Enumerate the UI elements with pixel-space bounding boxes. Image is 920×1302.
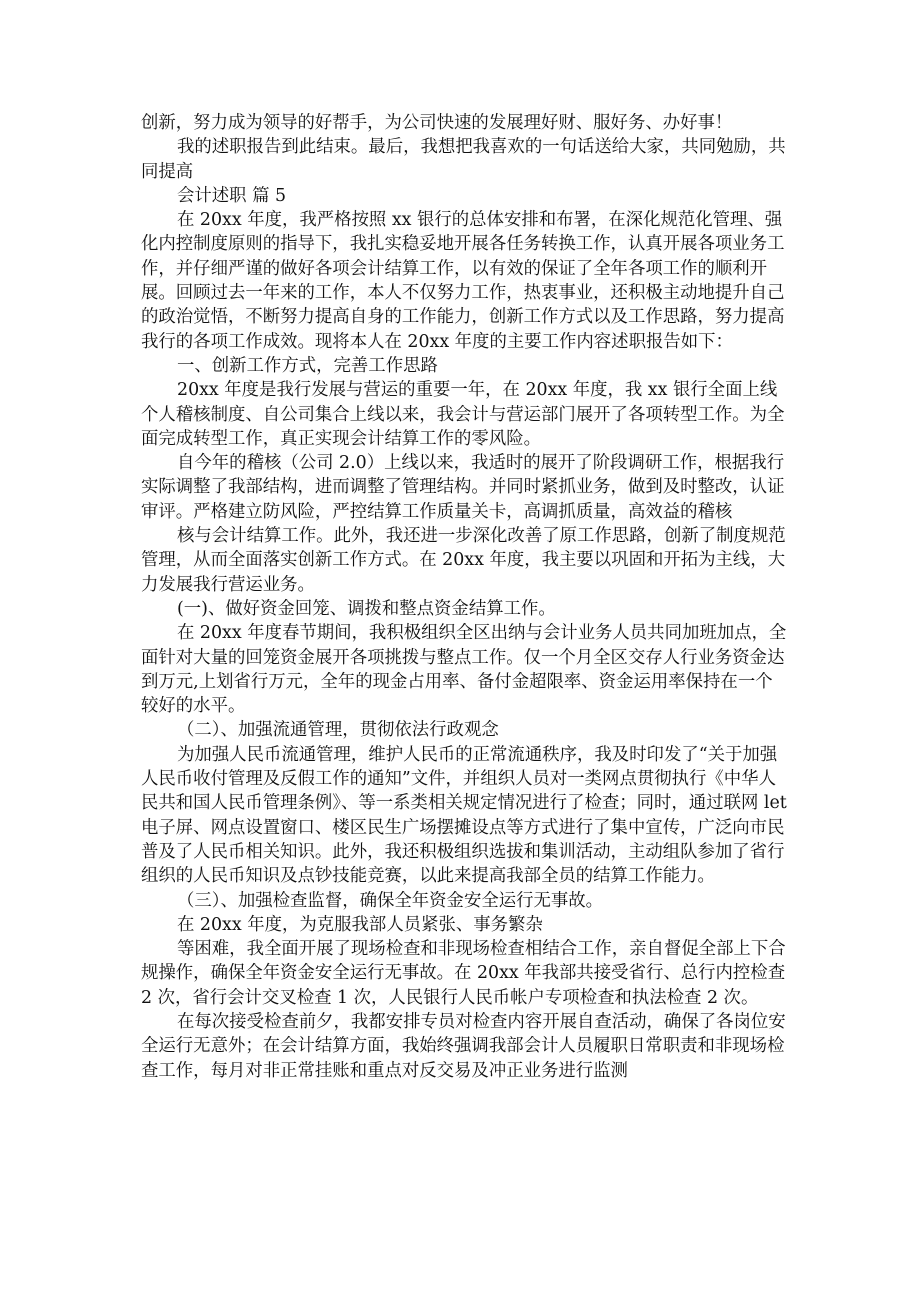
subheading-1: (一)、做好资金回笼、调拨和整点资金结算工作。 [177, 598, 556, 619]
paragraph-7: 在 20xx 年度春节期间，我积极组织全区出纳与会计业务人员共同加班加点，全面针对大量的回笼资金展开各项挑拨与整点工作。仅一个月全区交存人行业务资金达到万元,上划省行万元，全年的现金占用率、备付金超限率、资金运用率保持在一个较好的水平。 [141, 623, 787, 717]
paragraph-11: 在每次接受检查前夕，我都安排专员对检查内容开展自查活动，确保了各岗位安全运行无意外；在会计结算方面，我始终强调我部会计人员履职日常职责和非现场检查工作，每月对非正常挂账和重点对反交易及冲正业务进行监测 [141, 1011, 786, 1081]
paragraph-9: 在 20xx 年度，为克服我部人员紧张、事务繁杂 [177, 914, 543, 935]
heading-1: 一、创新工作方式，完善工作思路 [177, 355, 438, 376]
paragraph-4: 20xx 年度是我行发展与营运的重要一年，在 20xx 年度，我 xx 银行全面上线个人稽核制度、自公司集合上线以来，我会计与营运部门展开了各项转型工作。为全面完成转型工作，真正实现会计结算工作的零风险。 [141, 380, 785, 449]
paragraph-1: 创新，努力成为领导的好帮手，为公司快速的发展理好财、服好务、办好事！ [141, 113, 733, 133]
paragraph-2: 我的述职报告到此结束。最后，我想把我喜欢的一句话送给大家，共同勉励，共同提高 [141, 137, 786, 182]
section-heading: 会计述职 篇 5 [177, 185, 287, 206]
paragraph-6: 核与会计结算工作。此外，我还进一步深化改善了原工作思路，创新了制度规范管理，从而全面落实创新工作方式。在 20xx 年度，我主要以巩固和开拓为主线，大力发展我行营运业务。 [141, 526, 786, 595]
subheading-2: （二）、加强流通管理，贯彻依法行政观念 [177, 720, 499, 741]
paragraph-10: 等困难，我全面开展了现场检查和非现场检查相结合工作，亲自督促全部上下合规操作，确保全年资金安全运行无事故。在 20xx 年我部共接受省行、总行内控检查 2 次，省行会计交叉检查 1 次，人民银行人民币帐户专项检查和执法检查 2 次。 [141, 939, 786, 1008]
paragraph-8: 为加强人民币流通管理，维护人民币的正常流通秩序，我及时印发了“关于加强人民币收付管理及反假工作的通知”文件，并组织人员对一类网点贯彻执行《中华人民共和国人民币管理条例》、等一系类相关规定情况进行了检查；同时，通过联网 let 电子屏、网点设置窗口、楼区民生广场摆摊设点等方式进行了集中宣传，广泛向市民普及了人民币相关知识。此外，我还积极组织选拔和集训活动，主动组队参加了省行组织的人民币知识及点钞技能竞赛，以此来提高我部全员的结算工作能力。 [141, 744, 787, 887]
paragraph-5: 自今年的稽核（公司 2.0）上线以来，我适时的展开了阶段调研工作，根据我行实际调整了我部结构，进而调整了管理结构。并同时紧抓业务，做到及时整改，认证审评。严格建立防风险，严控结算工作质量关卡，高调抓质量，高效益的稽核 [141, 453, 785, 522]
document-body [141, 111, 789, 1083]
paragraph-3: 在 20xx 年度，我严格按照 xx 银行的总体安排和布署，在深化规范化管理、强化内控制度原则的指导下，我扎实稳妥地开展各任务转换工作，认真开展各项业务工作，并仔细严谨的做好各项会计结算工作，以有效的保证了全年各项工作的顺利开展。回顾过去一年来的工作，本人不仅努力工作，热衷事业，还积极主动地提升自己的政治觉悟，不断努力提高自身的工作能力，创新工作方式以及工作思路，努力提高我行的各项工作成效。现将本人在 20xx 年度的主要工作内容述职报告如下： [141, 210, 785, 352]
subheading-3: （三）、加强检查监督，确保全年资金安全运行无事故。 [177, 890, 604, 911]
